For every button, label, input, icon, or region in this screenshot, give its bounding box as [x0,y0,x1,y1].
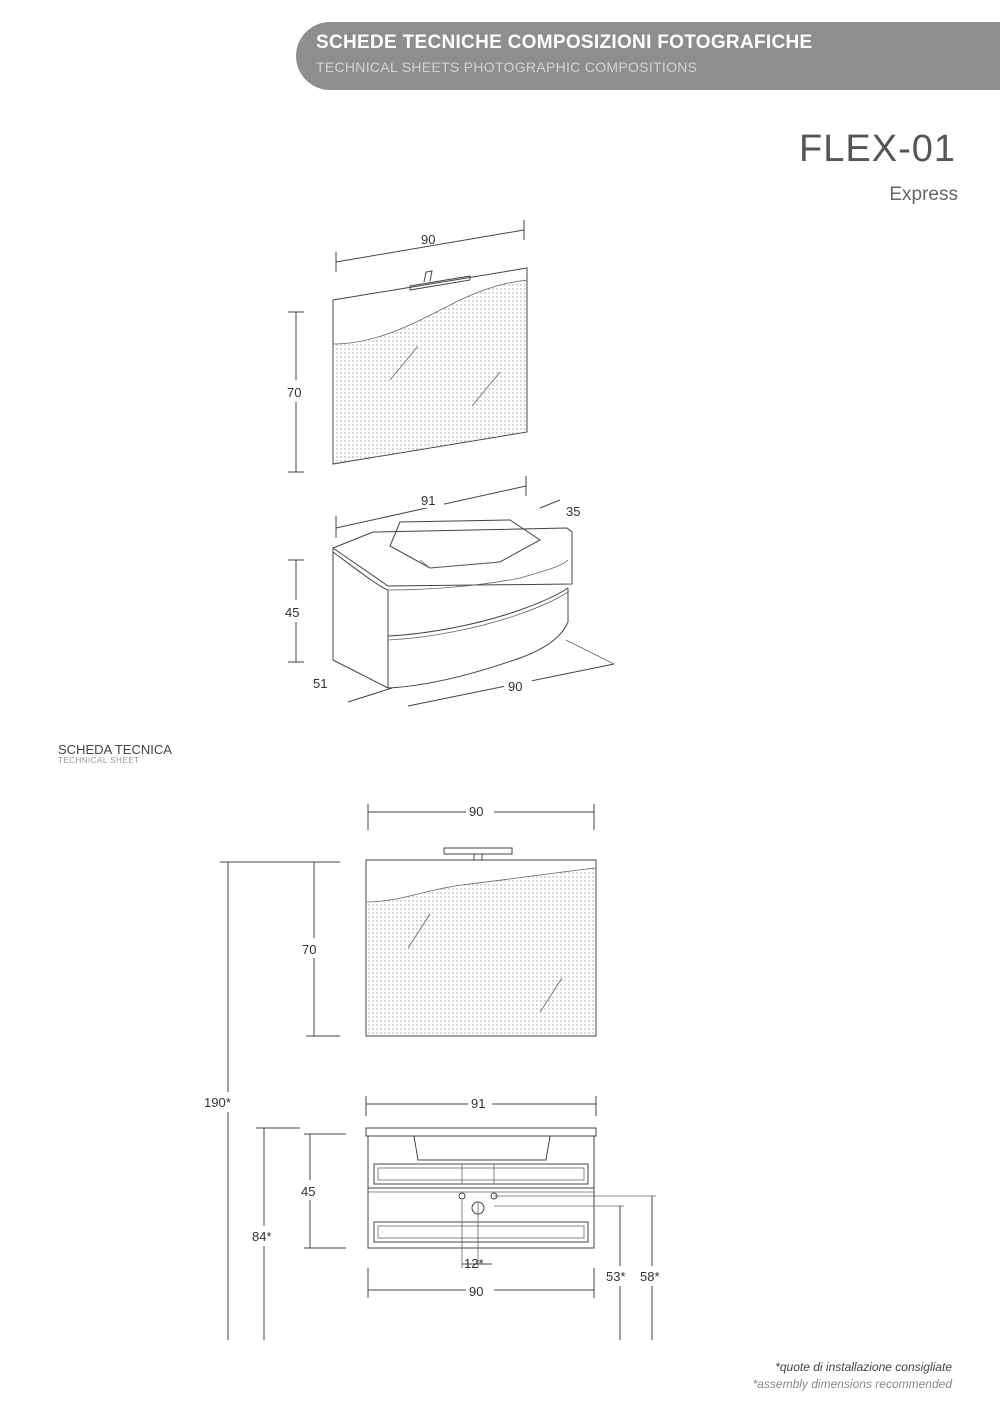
header-subtitle: TECHNICAL SHEETS PHOTOGRAPHIC COMPOSITIONS [316,59,698,75]
front-view [202,802,670,1340]
model-name: Express [889,184,958,205]
label-front-cabinet-width: 90 [469,1284,484,1299]
pipe-inlet-left [459,1193,465,1199]
label-front-mirror-width: 90 [469,804,484,819]
section-title: SCHEDA TECNICA [58,742,172,757]
header-title: SCHEDE TECNICHE COMPOSIZIONI FOTOGRAFICHE [316,32,813,53]
label-front-mirror-height: 70 [302,942,317,957]
label-persp-cabinet-depth: 51 [313,676,328,691]
perspective-view [284,220,614,706]
label-persp-cabinet-width: 90 [508,679,523,694]
front-cabinet [366,1128,596,1248]
label-persp-mirror-height: 70 [287,385,302,400]
label-drain-offset: 12* [464,1256,484,1271]
label-total-height: 190* [204,1095,231,1110]
label-front-cabinet-height: 45 [301,1184,316,1199]
model-code: FLEX-01 [799,128,956,170]
perspective-mirror [333,268,527,464]
label-persp-cabinet-height: 45 [285,605,300,620]
label-front-top-width: 91 [471,1096,486,1111]
label-pipe-height-1: 53* [606,1269,626,1284]
footnote-italian: *quote di installazione consigliate [775,1360,952,1374]
label-persp-top-width: 91 [421,493,436,508]
front-mirror [366,848,596,1036]
footnote-english: *assembly dimensions recommended [752,1377,952,1391]
section-subtitle: TECHNICAL SHEET [58,756,140,765]
label-floor-height: 84* [252,1229,272,1244]
perspective-cabinet [333,520,572,688]
label-persp-top-depth: 35 [566,504,581,519]
label-pipe-height-2: 58* [640,1269,660,1284]
label-persp-mirror-width: 90 [421,232,436,247]
